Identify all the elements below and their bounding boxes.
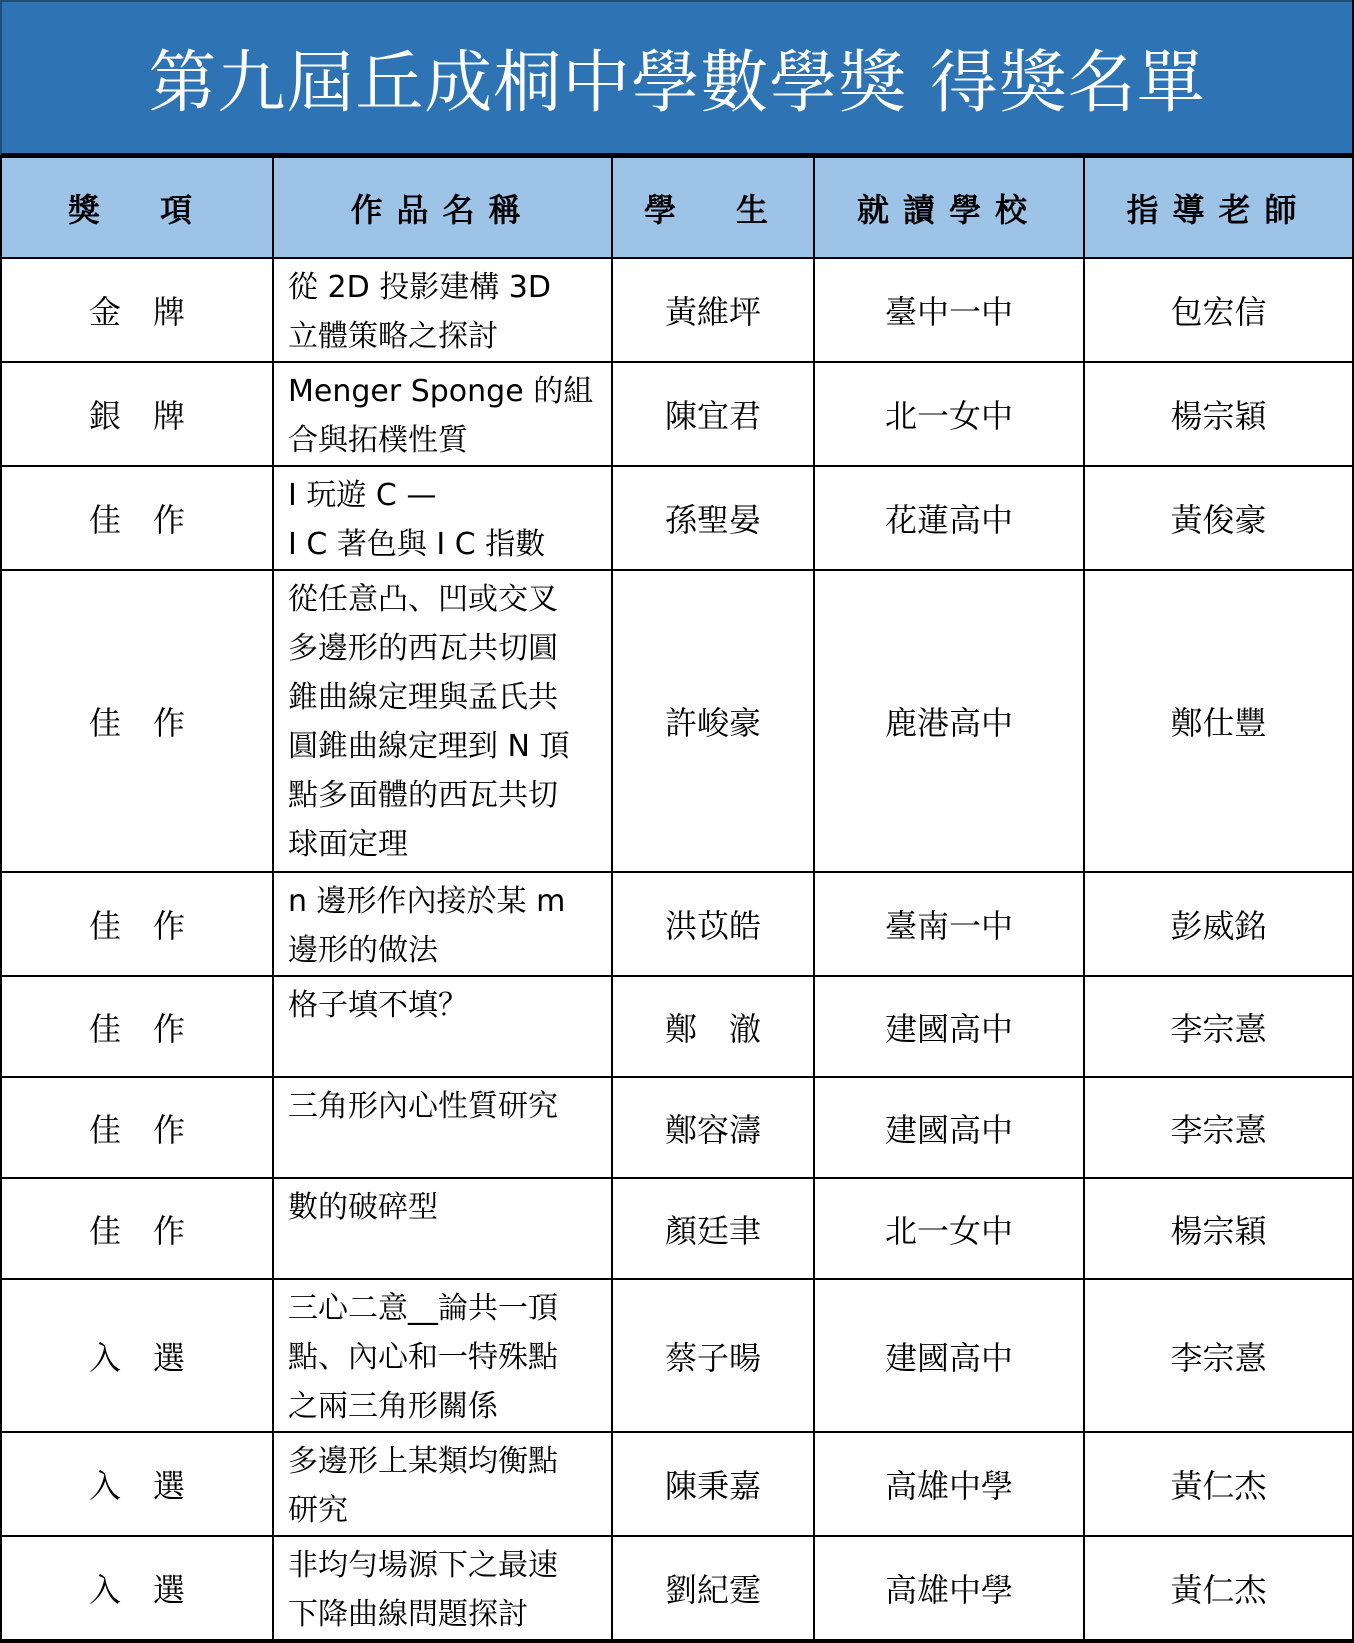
teacher-cell: 黃仁杰	[1084, 1536, 1353, 1640]
work-title-cell: 數的破碎型	[273, 1178, 612, 1279]
student-cell: 鄭容濤	[612, 1077, 814, 1178]
school-cell: 臺中一中	[814, 258, 1084, 362]
table-row	[1, 1536, 1353, 1640]
teacher-cell: 黃俊豪	[1084, 466, 1353, 570]
table-row	[1, 362, 1353, 466]
award-cell: 佳 作	[1, 466, 273, 570]
work-title-cell: n 邊形作內接於某 m 邊形的做法	[273, 872, 612, 976]
award-cell: 入 選	[1, 1279, 273, 1432]
school-cell: 北一女中	[814, 1178, 1084, 1279]
student-cell: 鄭 澈	[612, 976, 814, 1077]
student-cell: 蔡子暘	[612, 1279, 814, 1432]
table-row	[1, 1279, 1353, 1432]
teacher-cell: 李宗憙	[1084, 1279, 1353, 1432]
school-cell: 高雄中學	[814, 1536, 1084, 1640]
award-cell: 金 牌	[1, 258, 273, 362]
award-cell: 佳 作	[1, 570, 273, 872]
school-cell: 建國高中	[814, 976, 1084, 1077]
table-row	[1, 570, 1353, 872]
work-title-cell: 從任意凸、凹或交叉 多邊形的西瓦共切圓 錐曲線定理與孟氏共 圓錐曲線定理到 N 頂 點多面體的西瓦共切 球面定理	[273, 570, 612, 872]
student-cell: 顏廷聿	[612, 1178, 814, 1279]
school-cell: 建國高中	[814, 1077, 1084, 1178]
student-cell: 孫聖晏	[612, 466, 814, 570]
work-title-cell: 三角形內心性質研究	[273, 1077, 612, 1178]
award-table	[0, 156, 1354, 1641]
work-title-cell: 多邊形上某類均衡點 研究	[273, 1432, 612, 1536]
award-cell: 佳 作	[1, 872, 273, 976]
teacher-cell: 楊宗穎	[1084, 362, 1353, 466]
header-teacher: 指導老師	[1084, 157, 1353, 258]
table-row	[1, 1432, 1353, 1536]
award-cell: 入 選	[1, 1536, 273, 1640]
student-cell: 陳宜君	[612, 362, 814, 466]
table-row	[1, 1178, 1353, 1279]
work-title-cell: 非均勻場源下之最速 下降曲線問題探討	[273, 1536, 612, 1640]
student-cell: 黃維坪	[612, 258, 814, 362]
school-cell: 北一女中	[814, 362, 1084, 466]
teacher-cell: 李宗憙	[1084, 1077, 1353, 1178]
teacher-cell: 黃仁杰	[1084, 1432, 1353, 1536]
work-title-cell: 從 2D 投影建構 3D 立體策略之探討	[273, 258, 612, 362]
work-title-cell: 三心二意__論共一頂 點、內心和一特殊點 之兩三角形關係	[273, 1279, 612, 1432]
award-cell: 佳 作	[1, 1077, 273, 1178]
student-cell: 許峻豪	[612, 570, 814, 872]
award-cell: 佳 作	[1, 1178, 273, 1279]
table-row	[1, 258, 1353, 362]
table-row	[1, 1077, 1353, 1178]
teacher-cell: 李宗憙	[1084, 976, 1353, 1077]
teacher-cell: 包宏信	[1084, 258, 1353, 362]
school-cell: 高雄中學	[814, 1432, 1084, 1536]
table-row	[1, 466, 1353, 570]
school-cell: 鹿港高中	[814, 570, 1084, 872]
work-title-cell: I 玩遊 C — I C 著色與 I C 指數	[273, 466, 612, 570]
school-cell: 臺南一中	[814, 872, 1084, 976]
page-title: 第九屆丘成桐中學數學獎 得獎名單	[0, 0, 1352, 156]
header-student: 學 生	[612, 157, 814, 258]
teacher-cell: 彭威銘	[1084, 872, 1353, 976]
teacher-cell: 鄭仕豐	[1084, 570, 1353, 872]
award-cell: 佳 作	[1, 976, 273, 1077]
work-title-cell: Menger Sponge 的組 合與拓樸性質	[273, 362, 612, 466]
table-header-row	[1, 157, 1353, 258]
student-cell: 劉紀霆	[612, 1536, 814, 1640]
school-cell: 建國高中	[814, 1279, 1084, 1432]
header-school: 就讀學校	[814, 157, 1084, 258]
student-cell: 陳秉嘉	[612, 1432, 814, 1536]
work-title-cell: 格子填不填？	[273, 976, 612, 1077]
header-work-title: 作品名稱	[273, 157, 612, 258]
student-cell: 洪苡皓	[612, 872, 814, 976]
school-cell: 花蓮高中	[814, 466, 1084, 570]
table-row	[1, 872, 1353, 976]
header-award: 獎 項	[1, 157, 273, 258]
award-cell: 銀 牌	[1, 362, 273, 466]
award-cell: 入 選	[1, 1432, 273, 1536]
teacher-cell: 楊宗穎	[1084, 1178, 1353, 1279]
table-row	[1, 976, 1353, 1077]
